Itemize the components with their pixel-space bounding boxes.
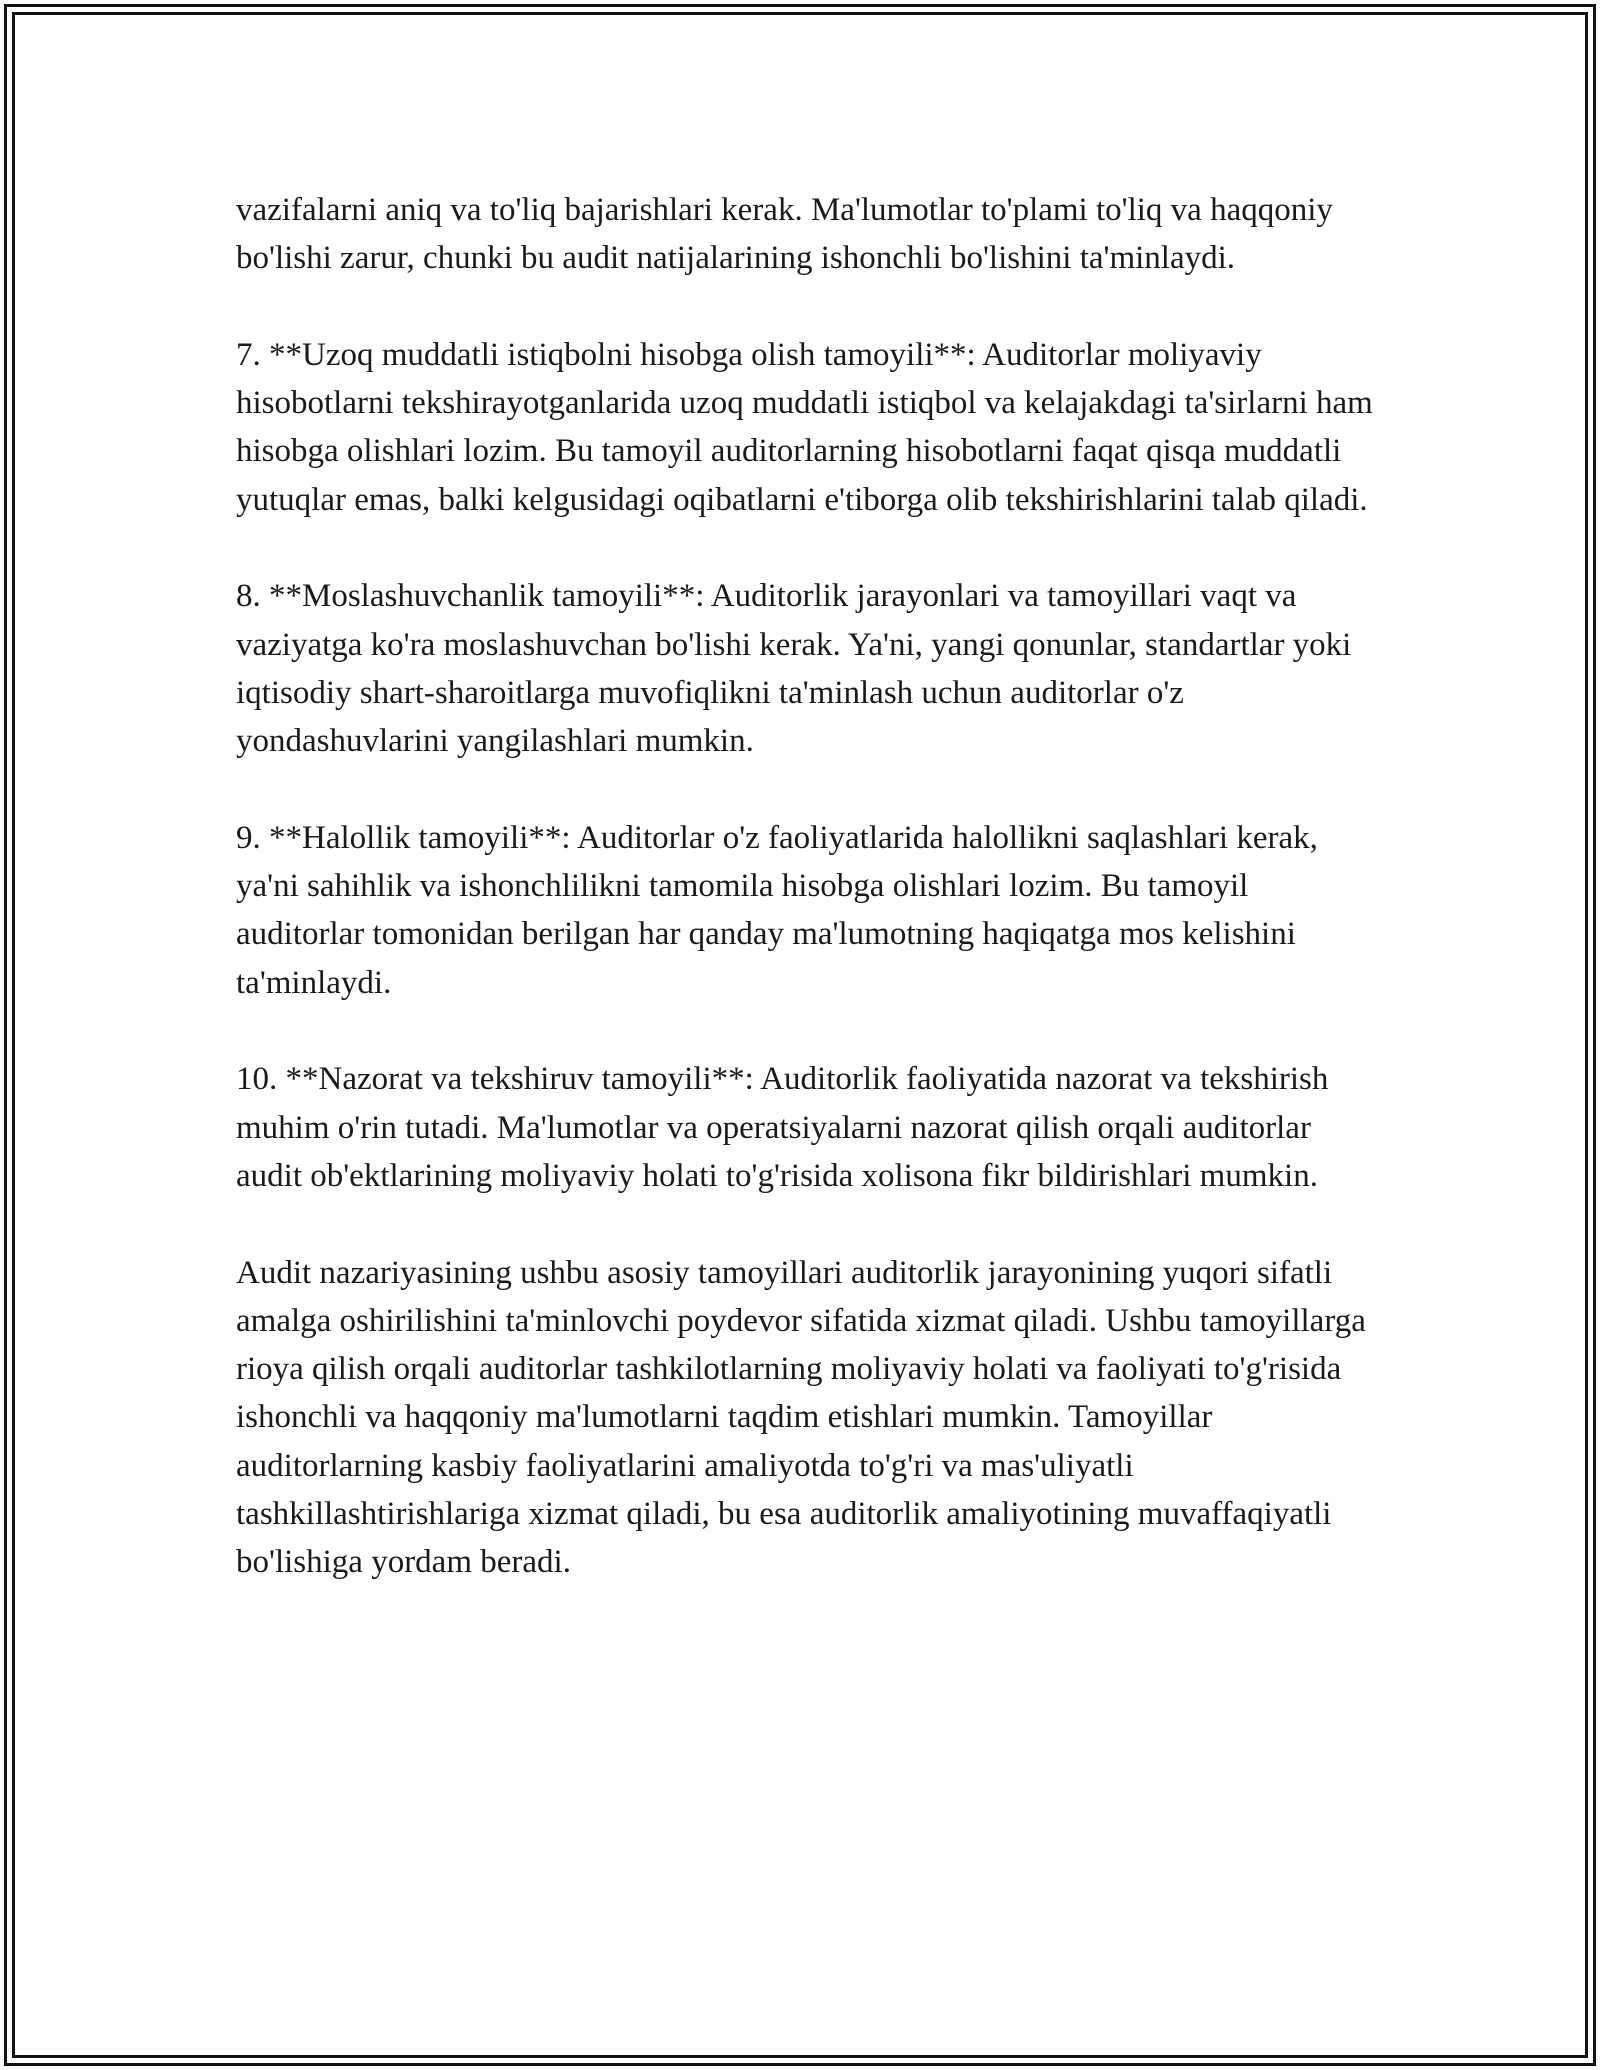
document-body: [236, 186, 1376, 1587]
paragraph-principle-7: 7. **Uzoq muddatli istiqbolni hisobga olish tamoyili**: Auditorlar moliyaviy hisobotlarni tekshirayotganlarida uzoq muddatli istiqbol va kelajakdagi ta'sirlarni ham hisobga olishlari lozim. Bu tamoyil auditorlarning hisobotlarni faqat qisqa muddatli yutuqlar emas, balki kelgusidagi oqibatlarni e'tiborga olib tekshirishlarini talab qiladi.: [236, 336, 1373, 518]
paragraph-principle-8: 8. **Moslashuvchanlik tamoyili**: Auditorlik jarayonlari va tamoyillari vaqt va vaziyatga ko'ra moslashuvchan bo'lishi kerak. Ya'ni, yangi qonunlar, standartlar yoki iqtisodiy shart-sharoitlarga muvofiqlikni ta'minlash uchun auditorlar o'z yondashuvlarini yangilashlari mumkin.: [236, 578, 1352, 760]
paragraph-conclusion: Audit nazariyasining ushbu asosiy tamoyillari auditorlik jarayonining yuqori sifatli amalga oshirilishini ta'minlovchi poydevor sifatida xizmat qiladi. Ushbu tamoyillarga rioya qilish orqali auditorlar tashkilotlarning moliyaviy holati va faoliyati to'g'risida ishonchli va haqqoniy ma'lumotlarni taqdim etishlari mumkin. Tamoyillar auditorlarning kasbiy faoliyatlarini amaliyotda to'g'ri va mas'uliyatli tashkillashtirishlariga xizmat qiladi, bu esa auditorlik amaliyotining muvaffaqiyatli bo'lishiga yordam beradi.: [236, 1254, 1366, 1581]
paragraph-principle-10: 10. **Nazorat va tekshiruv tamoyili**: Auditorlik faoliyatida nazorat va tekshirish muhim o'rin tutadi. Ma'lumotlar va operatsiyalarni nazorat qilish orqali auditorlar audit ob'ektlarining moliyaviy holati to'g'risida xolisona fikr bildirishlari mumkin.: [236, 1061, 1329, 1194]
paragraph-principle-9: 9. **Halollik tamoyili**: Auditorlar o'z faoliyatlarida halollikni saqlashlari kerak, ya'ni sahihlik va ishonchlilikni tamomila hisobga olishlari lozim. Bu tamoyil auditorlar tomonidan berilgan har qanday ma'lumotning haqiqatga mos kelishini ta'minlaydi.: [236, 819, 1318, 1001]
paragraph-continuation: vazifalarni aniq va to'liq bajarishlari kerak. Ma'lumotlar to'plami to'liq va haqqoniy bo'lishi zarur, chunki bu audit natijalarining ishonchli bo'lishini ta'minlaydi.: [236, 192, 1333, 277]
